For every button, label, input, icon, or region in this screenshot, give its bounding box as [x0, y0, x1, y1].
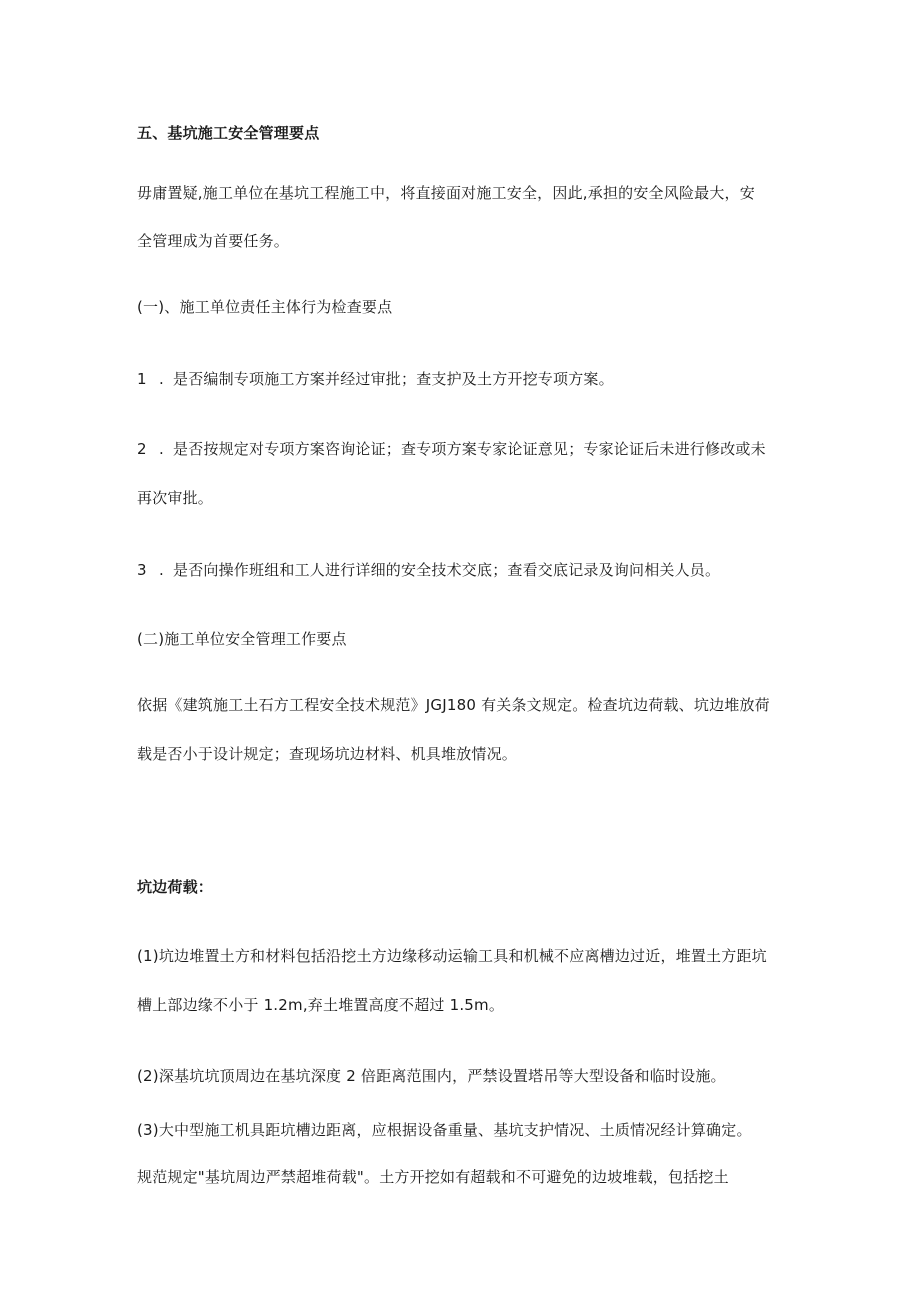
item-text: 是否按规定对专项方案咨询论证；查专项方案专家论证意见；专家论证后未进行修改或未	[173, 440, 766, 458]
item-text: 是否向操作班组和工人进行详细的安全技术交底；查看交底记录及询问相关人员。	[173, 561, 721, 579]
item-text: 是否编制专项施工方案并经过审批；查支护及土方开挖专项方案。	[173, 370, 614, 388]
item-dot: .	[159, 440, 164, 458]
item-text-continuation: 再次审批。	[137, 489, 214, 507]
pit-load-p1-line-2: 槽上部边缘不小于 1.2m,弃土堆置高度不超过 1.5m。	[137, 996, 505, 1014]
item-number: 1	[137, 370, 147, 388]
pit-load-p4: 规范规定"基坑周边严禁超堆荷载"。土方开挖如有超载和不可避免的边坡堆载，包括挖土	[137, 1168, 729, 1186]
subsection-1-title: (一)、施工单位责任主体行为检查要点	[137, 298, 393, 316]
item-dot: .	[159, 370, 164, 388]
intro-line-2: 全管理成为首要任务。	[137, 232, 290, 250]
section-title: 五、基坑施工安全管理要点	[137, 124, 320, 142]
item-number: 2	[137, 440, 147, 458]
pit-load-p2: (2)深基坑坑顶周边在基坑深度 2 倍距离范围内，严禁设置塔吊等大型设备和临时设施。	[137, 1067, 726, 1085]
pit-load-p3: (3)大中型施工机具距坑槽边距离，应根据设备重量、基坑支护情况、土质情况经计算确定。	[137, 1121, 752, 1139]
subsection-2-para-line-2: 载是否小于设计规定；查现场坑边材料、机具堆放情况。	[137, 745, 518, 763]
list-item	[137, 439, 766, 459]
pit-load-p1-line-1: (1)坑边堆置土方和材料包括沿挖土方边缘移动运输工具和机械不应离槽边过近，堆置土方距坑	[137, 947, 767, 965]
list-item	[137, 560, 720, 580]
intro-line-1: 毋庸置疑,施工单位在基坑工程施工中，将直接面对施工安全，因此,承担的安全风险最大，安	[137, 184, 755, 202]
list-item	[137, 369, 614, 389]
pit-load-heading: 坑边荷载：	[137, 878, 214, 896]
item-number: 3	[137, 561, 147, 579]
item-dot: .	[159, 561, 164, 579]
subsection-2-title: (二)施工单位安全管理工作要点	[137, 630, 347, 648]
subsection-2-para-line-1: 依据《建筑施工土石方工程安全技术规范》JGJ180 有关条文规定。检查坑边荷载、坑边堆放荷	[137, 696, 770, 714]
